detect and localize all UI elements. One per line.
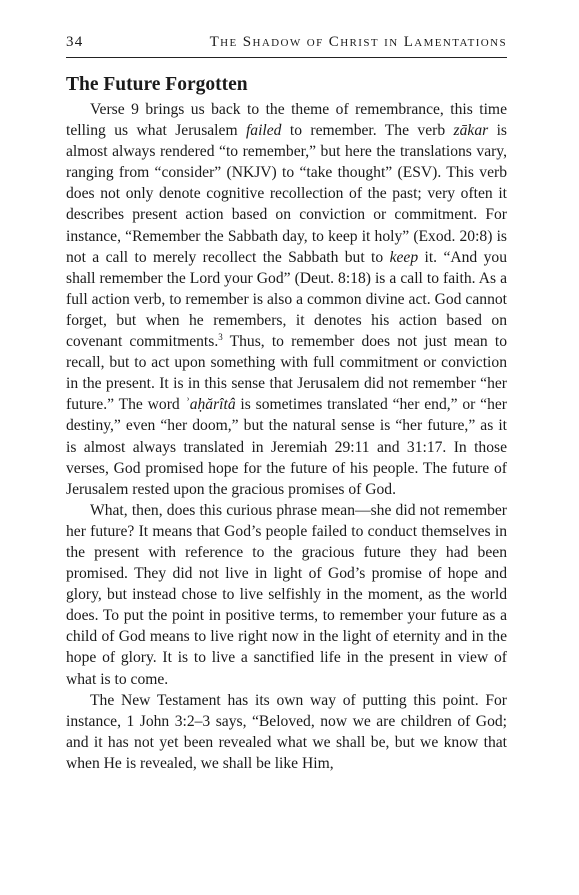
p1-emph-failed: failed — [245, 122, 282, 140]
page-number: 34 — [66, 34, 84, 50]
section-heading: The Future Forgotten — [66, 74, 248, 95]
paragraph-2: What, then, does this curious phrase mean—she did not remember her future? It means that God’s people failed to conduct themselves in the present with reference to the gracious future they had been promised. They did not live in light of God’s promise of hope and glory, but instead chose to live selfishly in the moment, as the world does. To put the point in positive terms, to remember your future as a child of God means to live right now in the light of eternity and in the hope of glory. It is to live a sanctified life in the present in view of what is to come. — [66, 501, 507, 688]
p1-text-a: Verse 9 brings us back to the theme of remembrance, this time telling us what Jerusalem — [66, 101, 507, 140]
p1-text-j: is sometimes translated “her end,” or “her destiny,” even “her doom,” but the natural sense is “her future,” as it is almost always translated in Jeremiah 29:11 and 31:17. In those verses, God promised hope for the future of his people. The future of Jerusalem rested upon the gracious promises of God. — [66, 396, 507, 498]
running-title: The Shadow of Christ in Lamentations — [209, 34, 507, 50]
p1-text-g: it. “And you shall remember the Lord your God” (Deut. 8:18) is a call to faith. As a full action verb, to remember is also a common divine act. God cannot forget, but when he remembers, it denotes his action based on covenant commitments. — [66, 248, 507, 351]
paragraph-1 — [66, 99, 507, 500]
footnote-ref[interactable]: 3 — [218, 331, 223, 342]
header-rule — [66, 57, 507, 58]
p1-text-c: to remember. The verb — [281, 122, 454, 140]
paragraph-3: The New Testament has its own way of putting this point. For instance, 1 John 3:2–3 says, “Beloved, now we are children of God; and it has not yet been revealed what we shall be, but we know that when He is revealed, we shall be like Him, — [66, 691, 507, 772]
p1-term-aharita: ʾaḥărîtâ — [184, 396, 236, 414]
p1-text-h: Thus, to remember does not just mean to recall, but to act upon something with full commitment or conviction in the present. It is in this sense that Jerusalem did not remember “her future.” The word — [66, 333, 507, 414]
p1-emph-keep: keep — [389, 248, 419, 266]
p1-text-e: is almost always rendered “to remember,” but here the translations vary, ranging from “consider” (NKJV) to “take thought” (ESV). This verb does not only denote cognitive recollection of the past; very often it describes present action based on conviction or commitment. For instance, “Remember the Sabbath day, to keep it holy” (Exod. 20:8) is not a call to merely recollect the Sabbath but to — [66, 122, 507, 266]
main-content — [66, 74, 507, 774]
p1-term-zakar: zākar — [453, 122, 489, 140]
running-head — [66, 34, 507, 51]
